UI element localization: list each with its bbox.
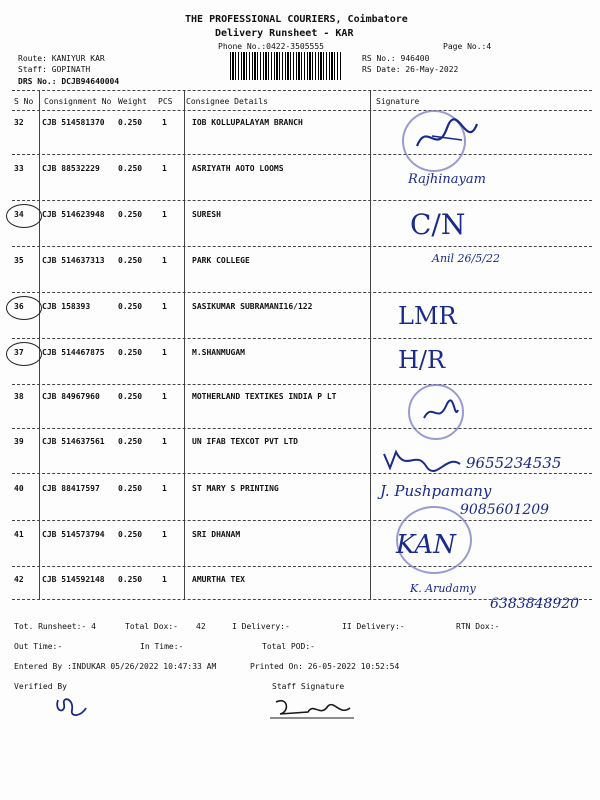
rtn-dox: RTN Dox:- bbox=[456, 622, 500, 631]
verifier-signature bbox=[52, 692, 92, 722]
i-delivery: I Delivery:- bbox=[232, 622, 290, 631]
table-row bbox=[0, 530, 600, 576]
row-sno: 32 bbox=[14, 118, 24, 127]
route: Route: KANIYUR KAR bbox=[18, 54, 105, 63]
row-pcs: 1 bbox=[162, 348, 167, 357]
pen-circle bbox=[6, 204, 42, 228]
row-consignment: CJB 88417597 bbox=[42, 484, 100, 493]
row-details: IOB KOLLUPALAYAM BRANCH bbox=[192, 118, 303, 127]
row-details: SASIKUMAR SUBRAMANI16/122 bbox=[192, 302, 313, 311]
header-bottom-rule bbox=[12, 110, 592, 111]
row-details: ST MARY S PRINTING bbox=[192, 484, 279, 493]
row-rule bbox=[12, 200, 592, 201]
signature-row-36: LMR bbox=[398, 302, 457, 330]
header-top-rule bbox=[12, 90, 592, 91]
pen-circle bbox=[6, 342, 42, 366]
row-rule bbox=[12, 428, 592, 429]
staff-signature: Staff Signature bbox=[272, 682, 345, 691]
row-consignment: CJB 514573794 bbox=[42, 530, 105, 539]
in-time: In Time:- bbox=[140, 642, 184, 651]
row-sno: 42 bbox=[14, 575, 24, 584]
drs-number: DRS No.: DCJB94640004 bbox=[18, 77, 120, 86]
row-pcs: 1 bbox=[162, 437, 167, 446]
row-sno: 35 bbox=[14, 256, 24, 265]
row-weight: 0.250 bbox=[118, 530, 143, 539]
signature-row-37: H/R bbox=[398, 346, 446, 374]
signature-row-33: Rajhinayam bbox=[408, 172, 486, 187]
signature-scribble bbox=[412, 116, 482, 160]
row-consignment: CJB 514592148 bbox=[42, 575, 105, 584]
row-pcs: 1 bbox=[162, 392, 167, 401]
row-details: PARK COLLEGE bbox=[192, 256, 250, 265]
row-pcs: 1 bbox=[162, 484, 167, 493]
table-row bbox=[0, 210, 600, 256]
row-details: SURESH bbox=[192, 210, 221, 219]
row-pcs: 1 bbox=[162, 118, 167, 127]
row-sno: 34 bbox=[14, 210, 24, 219]
signature-row-41: KAN bbox=[396, 530, 456, 560]
col-consignee: Consignee Details bbox=[186, 97, 268, 106]
col-sno: S No bbox=[14, 97, 34, 106]
row-rule bbox=[12, 338, 592, 339]
entered-by: Entered By :INDUKAR 05/26/2022 10:47:33 AM bbox=[14, 662, 217, 671]
row-pcs: 1 bbox=[162, 302, 167, 311]
barcode bbox=[230, 52, 342, 80]
table-row bbox=[0, 348, 600, 394]
row-consignment: CJB 88532229 bbox=[42, 164, 100, 173]
row-sno: 38 bbox=[14, 392, 24, 401]
row-rule bbox=[12, 520, 592, 521]
row-sno: 39 bbox=[14, 437, 24, 446]
row-consignment: CJB 84967960 bbox=[42, 392, 100, 401]
row-consignment: CJB 158393 bbox=[42, 302, 91, 311]
row-consignment: CJB 514623948 bbox=[42, 210, 105, 219]
signature-row-40-phone: 9085601209 bbox=[460, 502, 550, 518]
row-details: ASRIYATH AOTO LOOMS bbox=[192, 164, 284, 173]
verified-by: Verified By bbox=[14, 682, 67, 691]
col-pcs: PCS bbox=[158, 97, 173, 106]
row-rule bbox=[12, 292, 592, 293]
signature-row-39-phone: 9655234535 bbox=[466, 454, 562, 472]
total-dox-value: 42 bbox=[196, 622, 206, 631]
row-consignment: CJB 514637313 bbox=[42, 256, 105, 265]
row-rule bbox=[12, 473, 592, 474]
row-weight: 0.250 bbox=[118, 348, 143, 357]
signature-row-35: Anil 26/5/22 bbox=[432, 252, 500, 265]
row-pcs: 1 bbox=[162, 210, 167, 219]
ii-delivery: II Delivery:- bbox=[342, 622, 405, 631]
total-dox-label: Total Dox:- bbox=[125, 622, 178, 631]
row-sno: 36 bbox=[14, 302, 24, 311]
row-weight: 0.250 bbox=[118, 256, 143, 265]
rs-date: RS Date: 26-May-2022 bbox=[362, 65, 459, 74]
signature-row-40-name: J. Pushpamany bbox=[380, 482, 492, 500]
staff-name: Staff: GOPINATH bbox=[18, 65, 91, 74]
row-consignment: CJB 514467875 bbox=[42, 348, 105, 357]
signature-row-42-phone: 6383848920 bbox=[490, 596, 580, 612]
col-signature: Signature bbox=[376, 97, 420, 106]
row-rule bbox=[12, 154, 592, 155]
row-rule bbox=[12, 566, 592, 567]
row-sno: 33 bbox=[14, 164, 24, 173]
signature-row-34: C/N bbox=[410, 208, 466, 241]
row-pcs: 1 bbox=[162, 164, 167, 173]
row-sno: 41 bbox=[14, 530, 24, 539]
document-title: THE PROFESSIONAL COURIERS, Coimbatore bbox=[185, 14, 408, 25]
row-weight: 0.250 bbox=[118, 392, 143, 401]
row-weight: 0.250 bbox=[118, 302, 143, 311]
printed-on: Printed On: 26-05-2022 10:52:54 bbox=[250, 662, 400, 671]
out-time: Out Time:- bbox=[14, 642, 63, 651]
row-details: UN IFAB TEXCOT PVT LTD bbox=[192, 437, 298, 446]
row-details: MOTHERLAND TEXTIKES INDIA P LT bbox=[192, 392, 337, 401]
row-weight: 0.250 bbox=[118, 437, 143, 446]
row-pcs: 1 bbox=[162, 575, 167, 584]
row-sno: 40 bbox=[14, 484, 24, 493]
row-details: SRI DHANAM bbox=[192, 530, 241, 539]
phone-number: Phone No.:0422-3505555 bbox=[218, 42, 324, 51]
row-weight: 0.250 bbox=[118, 210, 143, 219]
signature-scribble bbox=[380, 446, 464, 474]
row-weight: 0.250 bbox=[118, 118, 143, 127]
row-sno: 37 bbox=[14, 348, 24, 357]
row-pcs: 1 bbox=[162, 530, 167, 539]
row-weight: 0.250 bbox=[118, 164, 143, 173]
document-subtitle: Delivery Runsheet - KAR bbox=[215, 28, 354, 39]
table-row bbox=[0, 392, 600, 438]
pen-circle bbox=[6, 296, 42, 320]
table-row bbox=[0, 256, 600, 302]
col-consignment: Consignment No bbox=[44, 97, 112, 106]
row-details: AMURTHA TEX bbox=[192, 575, 245, 584]
row-rule bbox=[12, 384, 592, 385]
signature-row-42-name: K. Arudamy bbox=[410, 582, 476, 595]
row-weight: 0.250 bbox=[118, 575, 143, 584]
signature-scribble bbox=[420, 398, 460, 426]
page-number: Page No.:4 bbox=[443, 42, 492, 51]
total-pod: Total POD:- bbox=[262, 642, 315, 651]
row-rule bbox=[12, 246, 592, 247]
table-row bbox=[0, 164, 600, 210]
staff-signature-scribble bbox=[268, 694, 358, 724]
row-pcs: 1 bbox=[162, 256, 167, 265]
rs-number: RS No.: 946400 bbox=[362, 54, 430, 63]
table-row bbox=[0, 118, 600, 164]
row-details: M.SHANMUGAM bbox=[192, 348, 245, 357]
col-weight: Weight bbox=[118, 97, 147, 106]
total-runsheet: Tot. Runsheet:- 4 bbox=[14, 622, 96, 631]
row-consignment: CJB 514581370 bbox=[42, 118, 105, 127]
row-weight: 0.250 bbox=[118, 484, 143, 493]
table-row bbox=[0, 302, 600, 348]
row-consignment: CJB 514637561 bbox=[42, 437, 105, 446]
